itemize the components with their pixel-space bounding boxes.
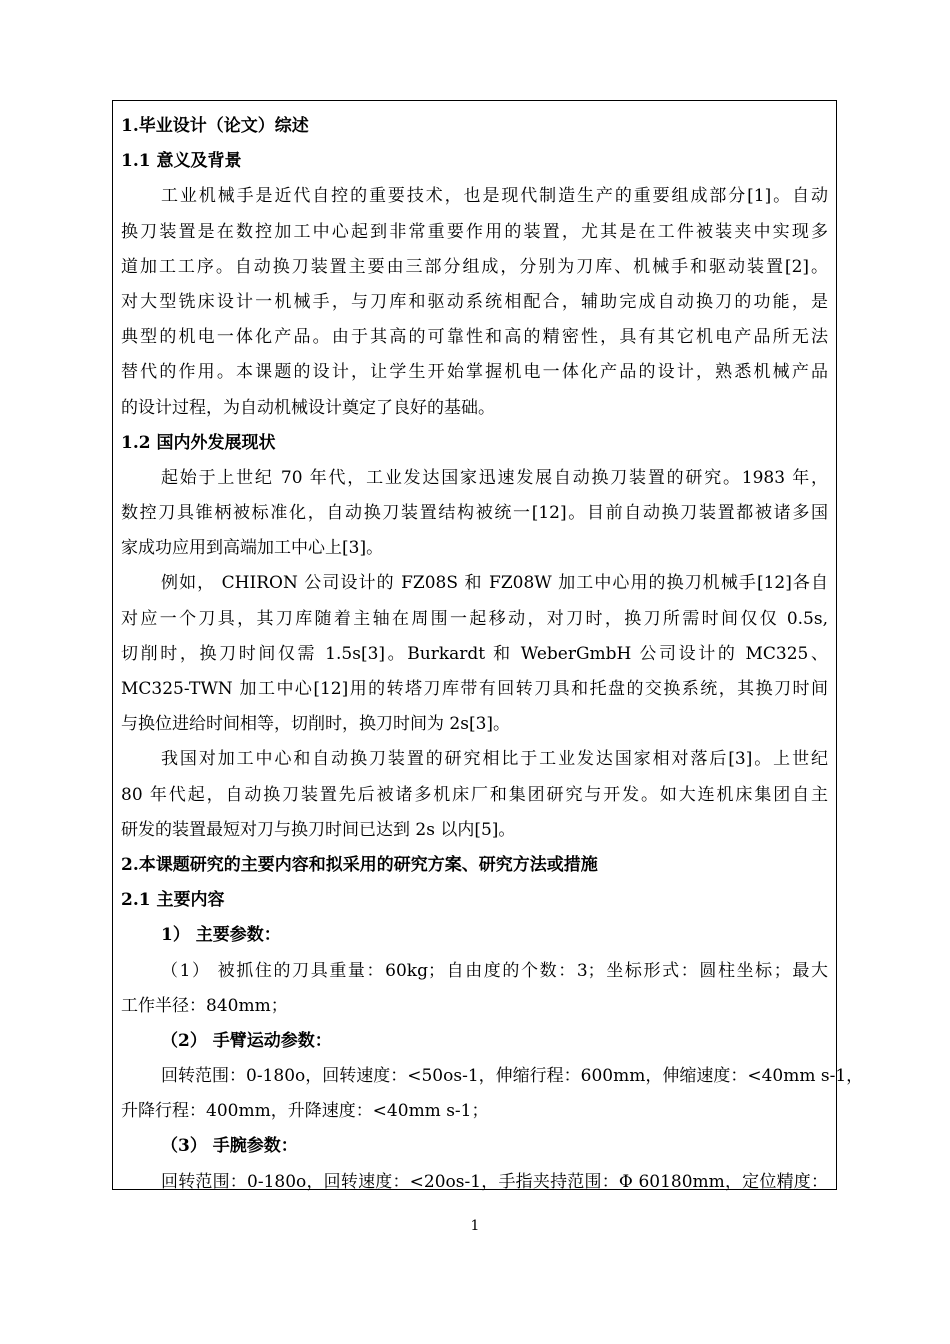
list-item-wrist-params: （3） 手腕参数：: [161, 1136, 298, 1157]
document-content: [121, 109, 864, 1200]
paragraph-line: 工业机械手是近代自控的重要技术，也是现代制造生产的重要组成部分[1]。自动: [161, 186, 828, 207]
heading-1-1: 1.1 意义及背景: [121, 151, 242, 172]
paragraph-line: 我国对加工中心和自动换刀装置的研究相比于工业发达国家相对落后[3]。上世纪: [161, 749, 828, 770]
paragraph-line: 对应一个刀具，其刀库随着主轴在周围一起移动，对刀时，换刀所需时间仅仅 0.5s,: [121, 608, 828, 629]
paragraph-line: 数控刀具锥柄被标准化，自动换刀装置结构被统一[12]。目前自动换刀装置都被诸多国: [121, 503, 828, 524]
paragraph-line: 升降行程：400mm，升降速度：<40mm s-1；: [121, 1101, 489, 1122]
paragraph-line: 的设计过程，为自动机械设计奠定了良好的基础。: [121, 397, 495, 418]
paragraph-line: 工作半径：840mm；: [121, 995, 288, 1016]
paragraph-line: 家成功应用到高端加工中心上[3]。: [121, 538, 384, 559]
page-number: 1: [470, 1218, 480, 1234]
paragraph-line: 研发的装置最短对刀与换刀时间已达到 2s 以内[5]。: [121, 819, 516, 840]
heading-1: 1.毕业设计（论文）综述: [121, 116, 309, 136]
paragraph-line: 对大型铣床设计一机械手，与刀库和驱动系统相配合，辅助完成自动换刀的功能，是: [121, 291, 828, 312]
paragraph-line: 典型的机电一体化产品。由于其高的可靠性和高的精密性，具有其它机电产品所无法: [121, 327, 828, 348]
paragraph-line: 道加工工序。自动换刀装置主要由三部分组成，分别为刀库、机械手和驱动装置[2]。: [121, 256, 828, 277]
document-frame: [112, 100, 864, 1192]
paragraph-line: 换刀装置是在数控加工中心起到非常重要作用的装置，尤其是在工件被装夹中实现多: [121, 221, 828, 242]
paragraph-line: （1） 被抓住的刀具重量：60kg；自由度的个数：3；坐标形式：圆柱坐标；最大: [161, 960, 828, 981]
paragraph-line: 80 年代起，自动换刀装置先后被诸多机床厂和集团研究与开发。如大连机床集团自主: [121, 784, 828, 805]
paragraph-line: 回转范围：0-180o，回转速度：<50os-1，伸缩行程：600mm，伸缩速度：<40mm s-1，: [161, 1066, 864, 1087]
heading-2: 2.本课题研究的主要内容和拟采用的研究方案、研究方法或措施: [121, 854, 598, 875]
paragraph-line: 替代的作用。本课题的设计，让学生开始掌握机电一体化产品的设计，熟悉机械产品: [121, 362, 828, 383]
paragraph-line: MC325-TWN 加工中心[12]用的转塔刀库带有回转刀具和托盘的交换系统，其换刀时间: [121, 679, 828, 699]
list-item-arm-params: （2） 手臂运动参数：: [161, 1030, 332, 1051]
paragraph-line: 与换位进给时间相等，切削时，换刀时间为 2s[3]。: [121, 714, 511, 735]
paragraph-line: 切削时，换刀时间仅需 1.5s[3]。Burkardt 和 WeberGmbH 公司设计的 MC325、: [121, 643, 828, 664]
paragraph-line: 起始于上世纪 70 年代，工业发达国家迅速发展自动换刀装置的研究。1983 年，: [161, 467, 828, 488]
list-item-main-params: 1） 主要参数：: [161, 925, 281, 946]
paragraph-line: 回转范围：0-180o，回转速度：<20os-1，手指夹持范围：Φ 60180mm，定位精度：: [161, 1171, 828, 1192]
heading-1-2: 1.2 国内外发展现状: [121, 432, 276, 453]
paragraph-line: 例如， CHIRON 公司设计的 FZ08S 和 FZ08W 加工中心用的换刀机械手[12]各自: [161, 573, 828, 594]
heading-2-1: 2.1 主要内容: [121, 890, 225, 911]
